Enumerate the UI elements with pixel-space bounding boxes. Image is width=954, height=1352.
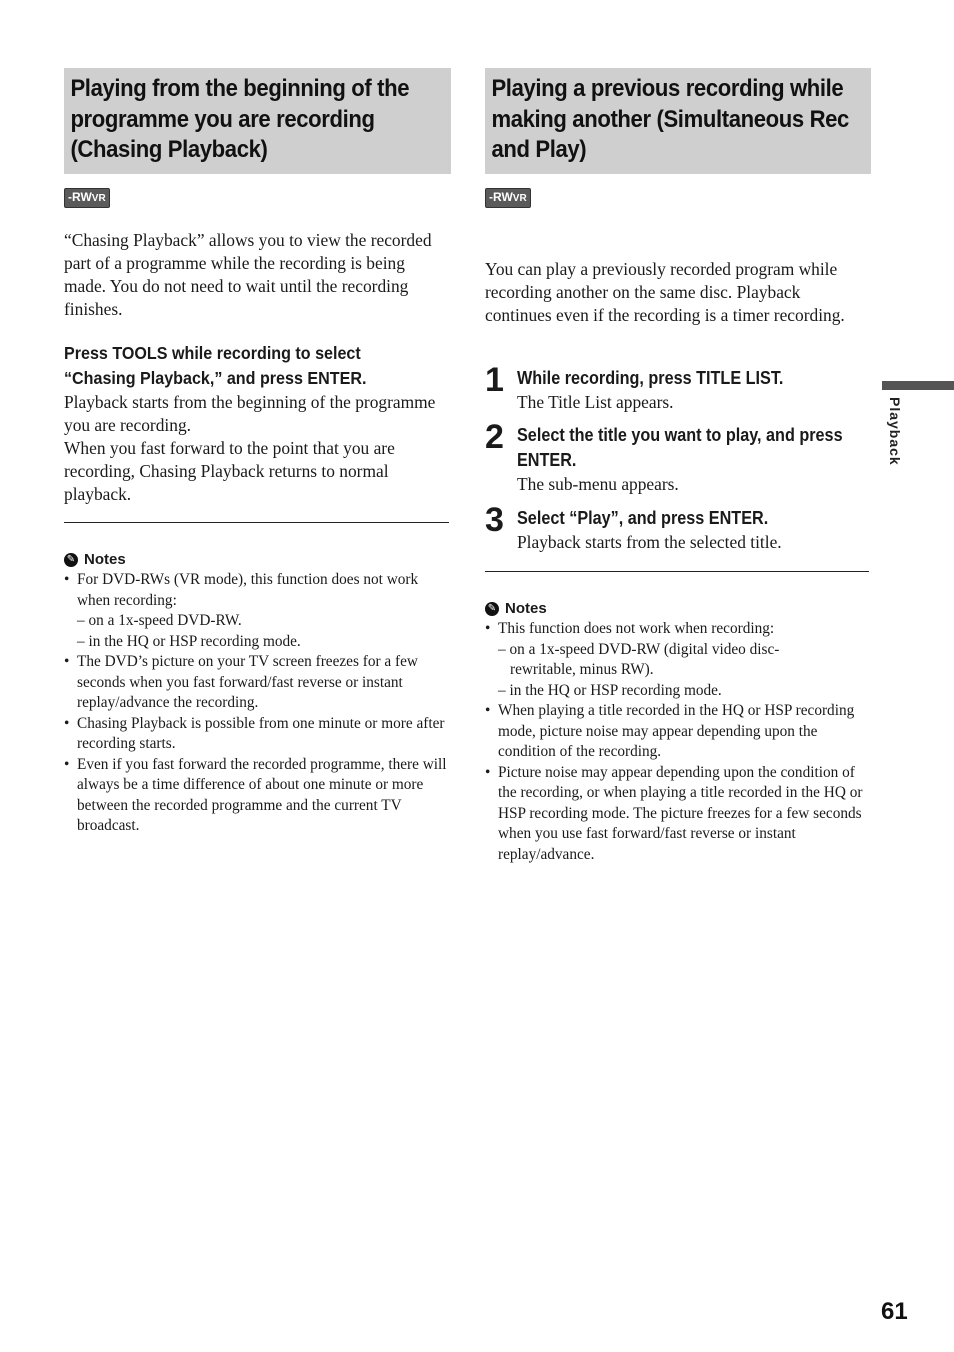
section-heading-chasing-playback	[64, 68, 451, 174]
notes-list	[64, 570, 451, 837]
step-title: Select “Play”, and press ENTER.	[517, 508, 769, 528]
divider	[485, 571, 869, 572]
step-body: Playback starts from the selected title.	[517, 532, 782, 552]
note-subitem-wrap: rewritable, minus RW).	[510, 661, 654, 678]
notes-heading	[64, 550, 451, 570]
step-title: Select the title you want to play, and press ENTER.	[517, 425, 843, 470]
instruction	[64, 341, 451, 391]
list-item: • Chasing Playback is possible from one minute or more after recording starts.	[64, 714, 451, 755]
right-column	[485, 68, 871, 865]
note-subitem-text: – on a 1x-speed DVD-RW (digital video disc-	[498, 640, 780, 658]
note-subitem: – on a 1x-speed DVD-RW.	[77, 612, 242, 629]
divider	[64, 522, 449, 523]
disc-badge	[485, 188, 531, 208]
note-text: For DVD-RWs (VR mode), this function does not work when recording:	[77, 571, 419, 609]
heading-line: Playing from the beginning of the	[70, 75, 410, 102]
notes-list	[485, 619, 871, 865]
step-number: 1	[485, 361, 504, 399]
list-item	[64, 570, 451, 652]
page-number: 61	[881, 1298, 908, 1325]
disc-badge	[64, 188, 110, 208]
notes-title: Notes	[84, 551, 126, 568]
step-number: 2	[485, 418, 504, 456]
result-paragraph: Playback starts from the beginning of the programme you are recording.	[64, 392, 436, 435]
intro-paragraph: “Chasing Playback” allows you to view the recorded part of a programme while the recording is being made. You do not need to wait until the recording finishes.	[64, 230, 432, 319]
step	[485, 418, 871, 496]
heading-line: and Play)	[491, 136, 587, 163]
left-column	[64, 68, 451, 837]
badge-main: -RW	[68, 190, 92, 204]
side-tab-bar	[882, 381, 954, 390]
badge-sub: VR	[91, 193, 106, 204]
note-text: This function does not work when recording:	[498, 620, 775, 637]
side-tab-label: Playback	[887, 397, 903, 466]
result-paragraph: When you fast forward to the point that you are recording, Chasing Playback returns to normal playback.	[64, 438, 395, 504]
notes-icon: ✎	[64, 553, 78, 567]
step-body: The sub-menu appears.	[517, 474, 679, 494]
instruction-line: Press TOOLS while recording to select	[64, 343, 361, 363]
section-heading-simultaneous-rec-play	[485, 68, 871, 174]
step-body: The Title List appears.	[517, 392, 674, 412]
badge-main: -RW	[489, 190, 513, 204]
note-subitem: – in the HQ or HSP recording mode.	[77, 632, 301, 650]
list-item	[485, 619, 871, 701]
list-item: • When playing a title recorded in the HQ or HSP recording mode, picture noise may appear depending upon the condition of the recording.	[485, 701, 871, 763]
note-subitem	[485, 640, 871, 681]
note-subitem: – in the HQ or HSP recording mode.	[498, 681, 722, 699]
instruction-line: “Chasing Playback,” and press ENTER.	[64, 368, 367, 388]
heading-line: Playing a previous recording while	[491, 75, 844, 102]
heading-line: making another (Simultaneous Rec	[491, 105, 849, 133]
step	[485, 501, 871, 554]
step-number: 3	[485, 501, 504, 539]
heading-line: programme you are recording	[70, 105, 375, 133]
list-item: • Even if you fast forward the recorded programme, there will always be a time difference of about one minute or more between the recorded programme and the current TV broadcast.	[64, 755, 451, 837]
badge-sub: VR	[512, 193, 527, 204]
step	[485, 361, 871, 414]
notes-heading	[485, 599, 871, 619]
step-title: While recording, press TITLE LIST.	[517, 368, 784, 388]
intro-paragraph: You can play a previously recorded program while recording another on the same disc. Playback continues even if the recording is a timer recording.	[485, 259, 845, 325]
notes-icon: ✎	[485, 602, 499, 616]
heading-line: (Chasing Playback)	[70, 136, 268, 163]
notes-title: Notes	[505, 600, 547, 617]
steps	[485, 361, 871, 554]
list-item: • Picture noise may appear depending upon the condition of the recording, or when playing a title recorded in the HQ or HSP recording mode. The picture freezes for a few seconds when you use fast forward/fast reverse or instant replay/advance.	[485, 763, 871, 866]
list-item: • The DVD’s picture on your TV screen freezes for a few seconds when you fast forward/fast reverse or instant replay/advance the recording.	[64, 652, 451, 714]
